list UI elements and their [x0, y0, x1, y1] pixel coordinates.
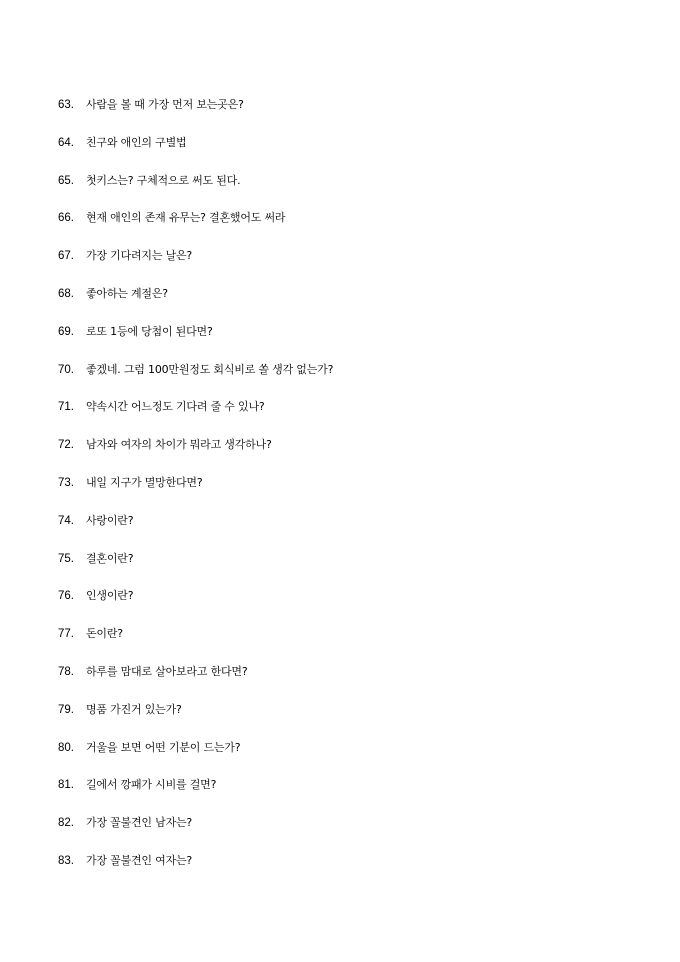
question-text: 현재 애인의 존재 유무는? 결혼했어도 써라	[86, 211, 286, 225]
question-number: 83.	[58, 854, 74, 867]
question-number: 73.	[58, 476, 74, 489]
question-number: 78.	[58, 665, 74, 678]
question-text: 좋겠네. 그럼 100만원정도 회식비로 쏠 생각 없는가?	[86, 362, 334, 376]
question-number: 66.	[58, 212, 74, 225]
question-text: 첫키스는? 구체적으로 써도 된다.	[86, 173, 241, 187]
question-item	[58, 135, 658, 173]
question-number: 70.	[58, 363, 74, 376]
question-text: 남자와 여자의 차이가 뭐라고 생각하나?	[86, 438, 272, 452]
question-item	[58, 815, 658, 853]
question-text: 하루를 맘대로 살아보라고 한다면?	[86, 664, 248, 678]
question-item	[58, 97, 658, 135]
question-item	[58, 324, 658, 362]
question-list	[58, 97, 658, 891]
question-text: 사랑이란?	[86, 513, 134, 527]
question-number: 68.	[58, 287, 74, 300]
question-text: 인생이란?	[86, 589, 134, 603]
question-text: 친구와 애인의 구별법	[86, 135, 187, 149]
question-number: 72.	[58, 439, 74, 452]
question-number: 76.	[58, 590, 74, 603]
question-text: 결혼이란?	[86, 551, 134, 565]
question-number: 71.	[58, 401, 74, 414]
question-item	[58, 626, 658, 664]
question-number: 77.	[58, 628, 74, 641]
question-text: 사람을 볼 때 가장 먼저 보는곳은?	[86, 98, 244, 111]
question-number: 75.	[58, 552, 74, 565]
question-item	[58, 362, 658, 400]
question-text: 가장 꼴불견인 여자는?	[86, 853, 193, 867]
question-text: 좋아하는 계절은?	[86, 286, 168, 300]
question-text: 가장 기다려지는 날은?	[86, 249, 193, 263]
question-item	[58, 853, 658, 891]
question-number: 79.	[58, 703, 74, 716]
question-item	[58, 551, 658, 589]
question-text: 거울을 보면 어떤 기분이 드는가?	[86, 740, 241, 754]
question-item	[58, 513, 658, 551]
question-text: 가장 꼴불견인 남자는?	[86, 816, 193, 830]
question-item	[58, 210, 658, 248]
question-item	[58, 777, 658, 815]
question-item	[58, 664, 658, 702]
question-text: 돈이란?	[86, 627, 123, 641]
question-text: 명품 가진거 있는가?	[86, 702, 182, 716]
question-item	[58, 437, 658, 475]
question-item	[58, 588, 658, 626]
question-item	[58, 248, 658, 286]
question-item	[58, 173, 658, 211]
question-text: 길에서 깡패가 시비를 걸면?	[86, 778, 217, 792]
question-text: 내일 지구가 멸망한다면?	[86, 475, 203, 489]
question-text: 로또 1등에 당첨이 된다면?	[86, 324, 213, 338]
question-number: 64.	[58, 136, 74, 149]
question-number: 65.	[58, 174, 74, 187]
question-number: 63.	[58, 99, 74, 111]
question-text: 약속시간 어느정도 기다려 줄 수 있나?	[86, 400, 265, 414]
question-number: 81.	[58, 779, 74, 792]
question-item	[58, 475, 658, 513]
question-item	[58, 740, 658, 778]
question-item	[58, 286, 658, 324]
question-number: 80.	[58, 741, 74, 754]
question-item	[58, 702, 658, 740]
question-item	[58, 399, 658, 437]
question-number: 67.	[58, 250, 74, 263]
question-number: 82.	[58, 817, 74, 830]
question-number: 69.	[58, 325, 74, 338]
question-number: 74.	[58, 514, 74, 527]
